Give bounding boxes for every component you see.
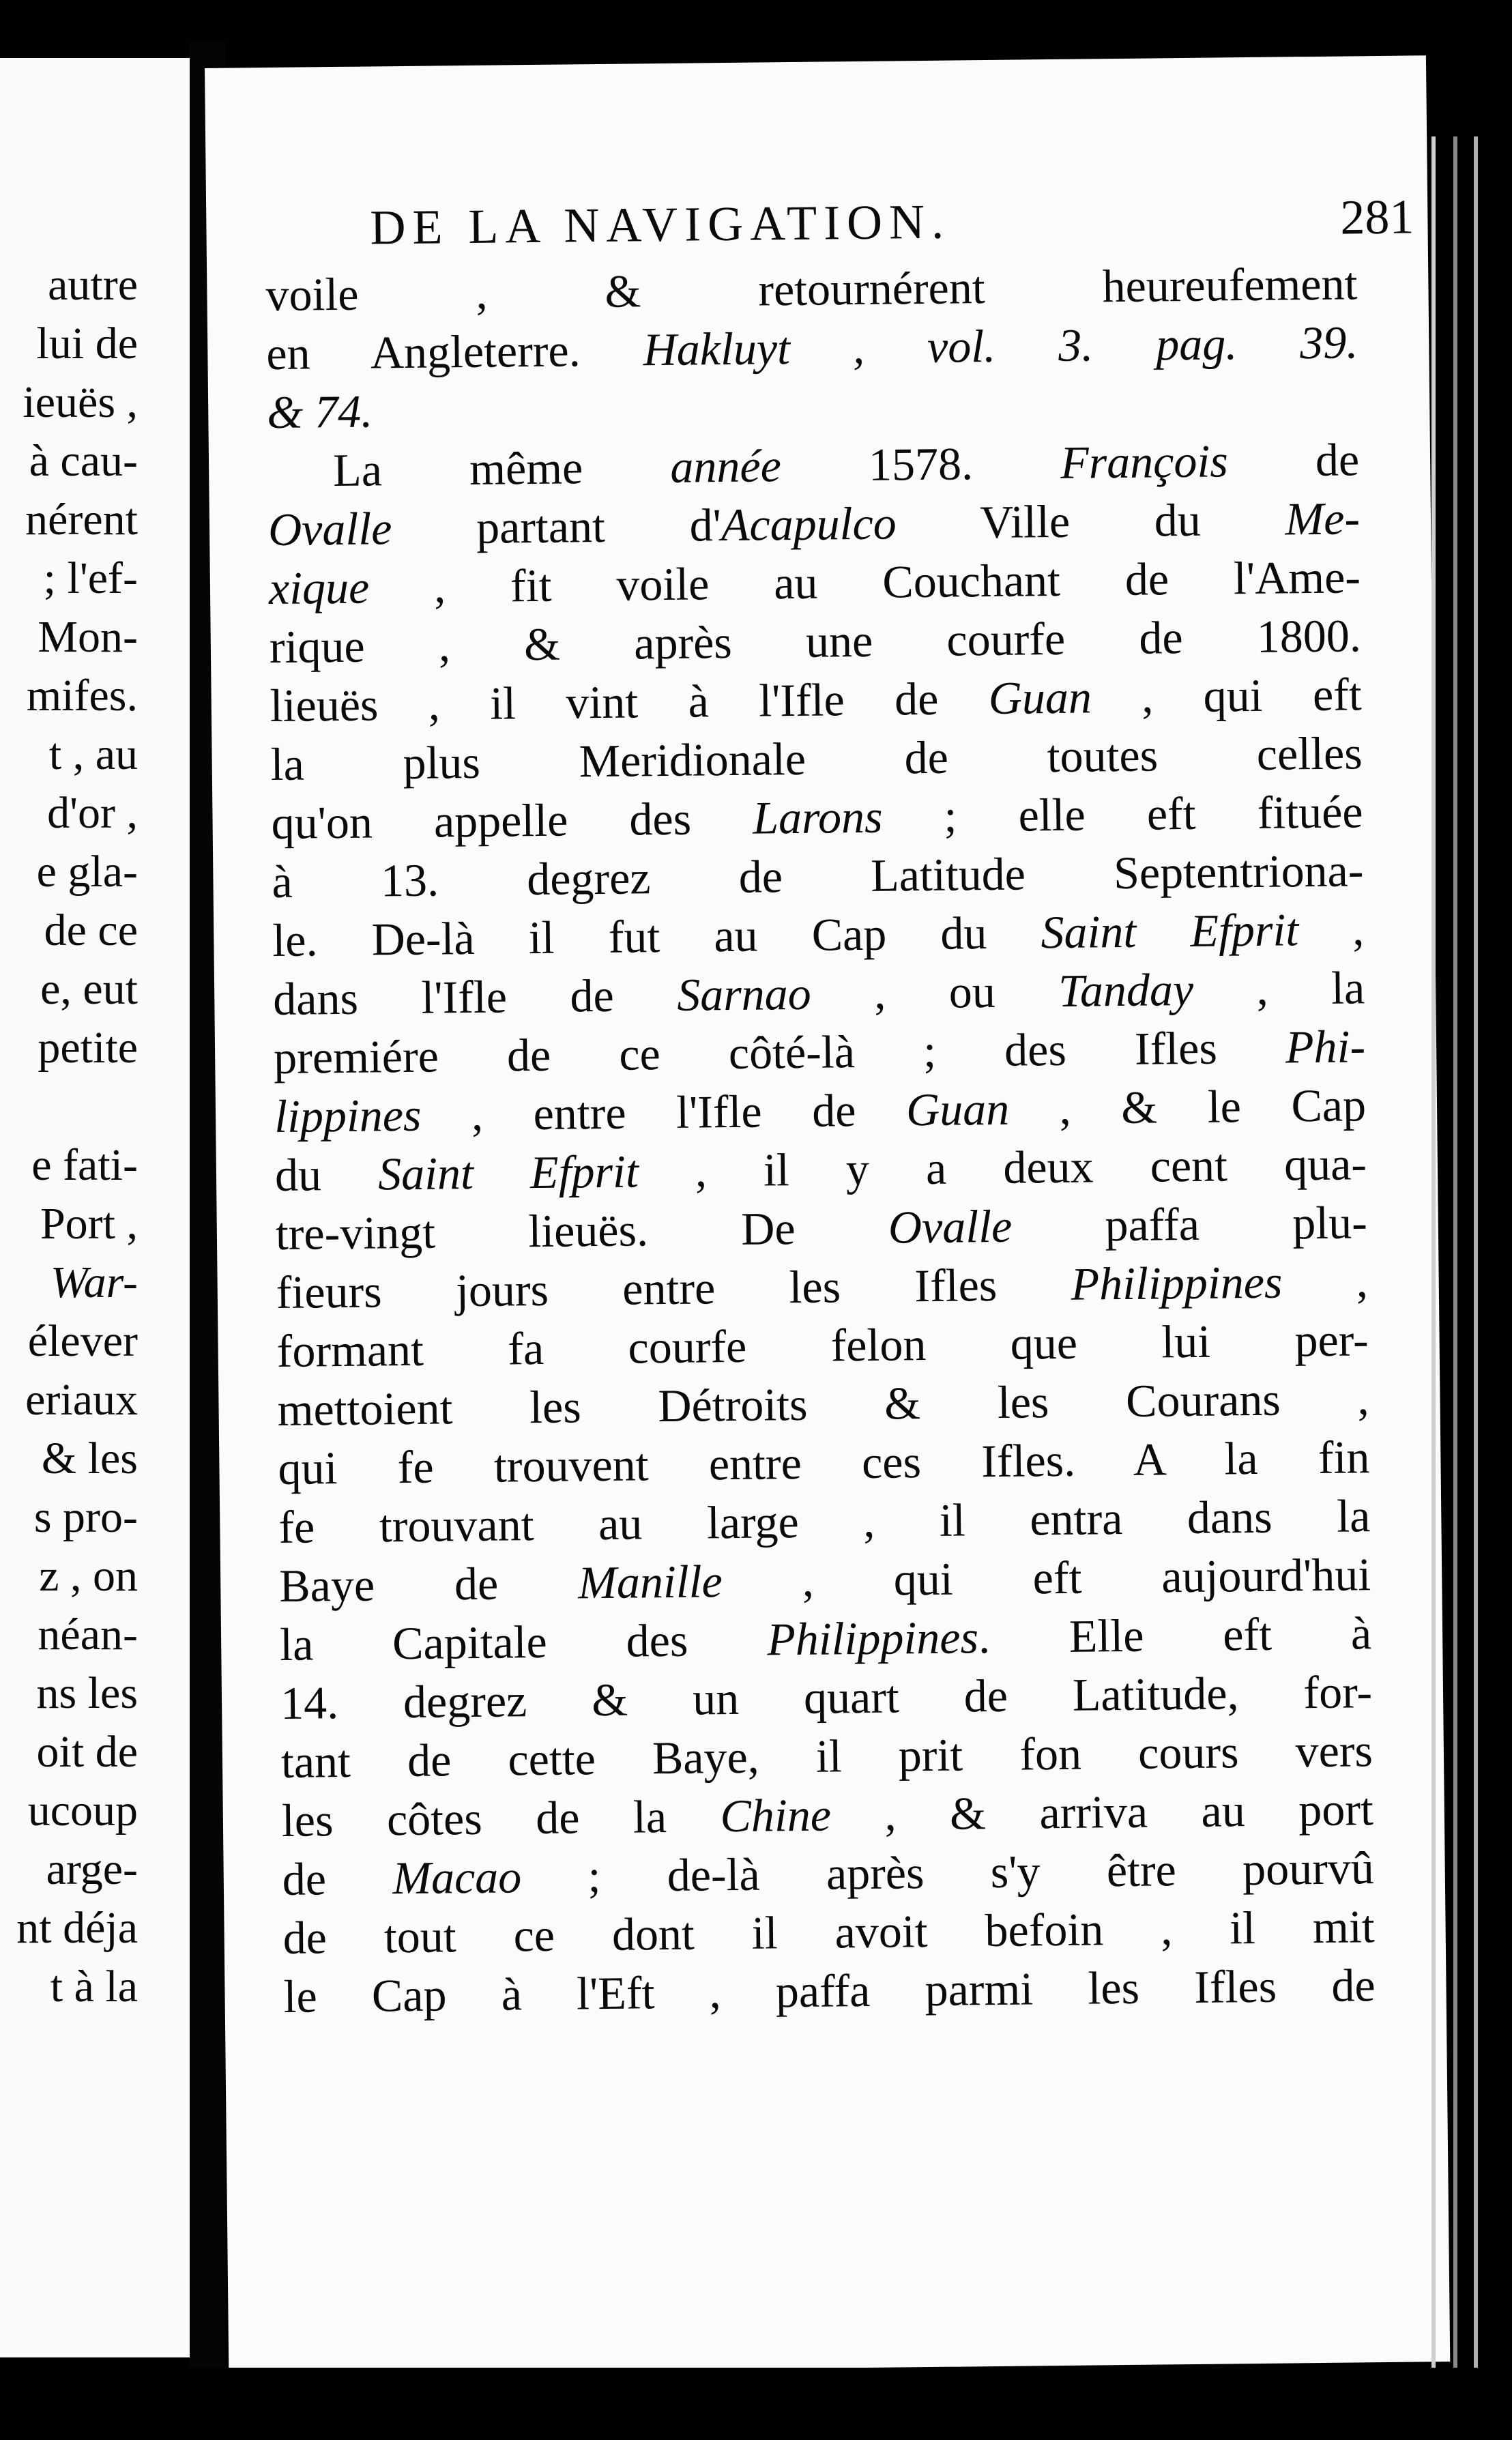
left-page-line: s pro- [33,1492,138,1542]
text-segment: qu'on appelle des [271,791,753,849]
right-page [205,55,1450,2374]
italic-segment: Macao [392,1850,522,1904]
text-line [272,899,1365,970]
italic-segment: xique [268,561,370,615]
left-page-line: arge- [46,1844,138,1894]
left-page-line: nt déja [16,1903,138,1953]
text-line [281,1780,1373,1850]
text-segment: Baye de [278,1556,579,1612]
italic-segment: Ovalle [888,1200,1013,1253]
left-page-line: néan- [38,1610,138,1659]
left-page-line: ucoup [27,1786,138,1835]
italic-segment: Tanday [1058,963,1194,1017]
italic-segment: François [1060,435,1229,489]
left-page-line: t à la [50,1962,138,2011]
left-page-line: Mon- [38,612,138,662]
text-segment: partant d' [391,499,722,555]
left-page-line: ieuës , [23,377,138,427]
text-segment: mettoient les Détroits & les Courans , [277,1372,1369,1436]
text-line [274,1017,1366,1087]
italic-segment: Hakluyt , vol. 3. pag. 39. [643,316,1358,376]
left-page-fragment [0,58,190,2357]
left-page-line: à cau- [29,436,138,486]
text-segment: les côtes de la [281,1790,721,1846]
text-line [268,489,1361,559]
left-page-line: e gla- [36,847,138,897]
left-page-line: & les [41,1434,138,1483]
bottom-border [0,2368,1512,2440]
text-segment: tant de cette Baye, il prit fon cours vers [280,1724,1373,1788]
text-line [276,1310,1369,1380]
italic-segment: Guan [988,671,1092,725]
text-line [276,1251,1368,1322]
left-page-line: autre [48,260,138,310]
left-page-line: t , au [48,729,138,779]
text-line [270,665,1362,735]
text-segment: , ou [811,964,1059,1019]
text-line [278,1486,1371,1556]
text-line [271,782,1363,852]
text-segment: , & arriva au port [830,1783,1374,1841]
text-segment: fe trouvant au large , il entra dans la [278,1490,1371,1553]
text-line [266,313,1358,383]
italic-segment: Philippines [766,1611,979,1666]
text-segment: , [1281,1255,1369,1308]
left-page-line: nérent [25,495,138,544]
text-segment: , qui eft aujourd'hui [722,1548,1371,1608]
italic-segment: Sarnao [676,967,812,1021]
text-segment: , il y a deux cent qua- [638,1137,1367,1197]
running-title: DE LA NAVIGATION. [370,194,951,255]
text-segment: , & le Cap [1008,1079,1367,1135]
text-line [280,1662,1373,1732]
italic-segment: lippines [274,1088,422,1143]
italic-segment: Larons [752,790,883,844]
text-line [274,1075,1367,1146]
text-segment: , entre l'Ifle de [421,1084,907,1141]
text-line [278,1427,1370,1498]
italic-segment: Me- [1285,492,1361,545]
left-page-line: Port , [40,1199,138,1249]
text-segment: ; elle eft fituée [882,785,1363,843]
text-segment: le. De-là il fut au Cap du [272,906,1041,967]
text-line [275,1193,1367,1263]
left-page-line: War- [50,1258,138,1307]
text-line [282,1897,1375,1967]
text-line [283,1956,1376,2026]
text-segment: du [274,1148,379,1202]
text-segment: de tout ce dont il avoit befoin , il mit [282,1900,1376,1964]
text-segment: , fit voile au Couchant de l'Ame- [368,551,1361,613]
left-page-line: mifes. [26,671,138,721]
text-segment: voile , & retournérent heureufement [265,257,1358,321]
left-page-line: de ce [44,905,138,955]
text-segment: dans l'Ifle de [272,968,678,1026]
text-segment: premiére de ce côté-là ; des Ifles [273,1021,1286,1084]
text-segment: la plus Meridionale de toutes celles [270,727,1363,791]
left-page-line: ; l'ef- [43,553,138,603]
page-number: 281 [1339,189,1414,245]
italic-segment: Phi- [1285,1020,1366,1073]
text-line [269,606,1361,676]
text-line [273,958,1365,1028]
text-segment: fieurs jours entre les Ifles [276,1258,1072,1318]
text-segment: paffa plu- [1011,1196,1368,1252]
text-line [269,547,1361,618]
text-segment: , qui eft [1091,668,1363,723]
text-line [265,254,1358,324]
text-line [279,1545,1371,1615]
italic-segment: Philippines [1071,1255,1283,1310]
text-segment: à 13. degrez de Latitude Septentriona- [272,844,1364,908]
body-text [265,254,1376,2026]
text-segment: lieuës , il vint à l'Ifle de [270,672,989,732]
text-line [275,1134,1367,1204]
text-line [270,723,1363,794]
italic-segment: Saint Efprit [1041,903,1299,959]
text-segment: , la [1193,961,1365,1015]
italic-segment: Saint Efprit [377,1145,639,1200]
italic-segment: Chine [720,1788,832,1842]
text-segment: rique , & après une courfe de 1800. [269,609,1362,673]
left-page-line: oit de [36,1727,138,1777]
text-line [282,1838,1374,1908]
left-page-line: petite [38,1023,138,1073]
text-segment: le Cap à l'Eft , paffa parmi les Ifles de [283,1959,1376,2022]
left-page-line: e, eut [40,964,138,1014]
text-segment: 14. degrez & un quart de Latitude, for- [280,1666,1373,1729]
italic-segment: & 74. [266,385,373,439]
text-line [280,1603,1372,1674]
text-segment: de [1227,433,1360,487]
left-page-line: z , on [39,1551,138,1601]
text-segment: La même [332,440,671,497]
text-segment: en Angleterre. [265,323,644,380]
text-segment: la Capitale des [279,1613,768,1670]
text-line [272,841,1364,911]
left-page-line: ns les [36,1668,138,1718]
text-segment: tre-vingt lieuës. De [275,1201,889,1260]
text-line [281,1721,1373,1791]
italic-segment: Acapulco [721,497,897,551]
text-line [267,371,1359,441]
left-page-line: eriaux [25,1375,138,1425]
running-head [370,188,1414,261]
text-segment: de [282,1852,393,1905]
italic-segment: Ovalle [267,502,392,556]
text-segment: , [1298,903,1365,956]
text-segment: Ville du [896,493,1285,549]
text-line [267,430,1360,500]
italic-segment: année [670,439,782,493]
left-page-line: élever [27,1316,138,1366]
italic-segment: Guan [905,1082,1010,1136]
left-page-line: lui de [36,319,138,368]
text-segment: qui fe trouvent entre ces Ifles. A la fin [278,1431,1370,1494]
text-segment: ; de-là après s'y être pourvû [521,1842,1375,1903]
text-line [277,1369,1369,1439]
text-segment: formant fa courfe felon que lui per- [276,1313,1369,1377]
text-segment: 1578. [781,436,1061,492]
left-page-line: e fati- [31,1140,138,1190]
page-edges [1426,136,1487,2388]
italic-segment: Manille [577,1555,723,1609]
left-page-line: d'or , [47,788,138,838]
text-segment: . Elle eft à [978,1607,1372,1664]
